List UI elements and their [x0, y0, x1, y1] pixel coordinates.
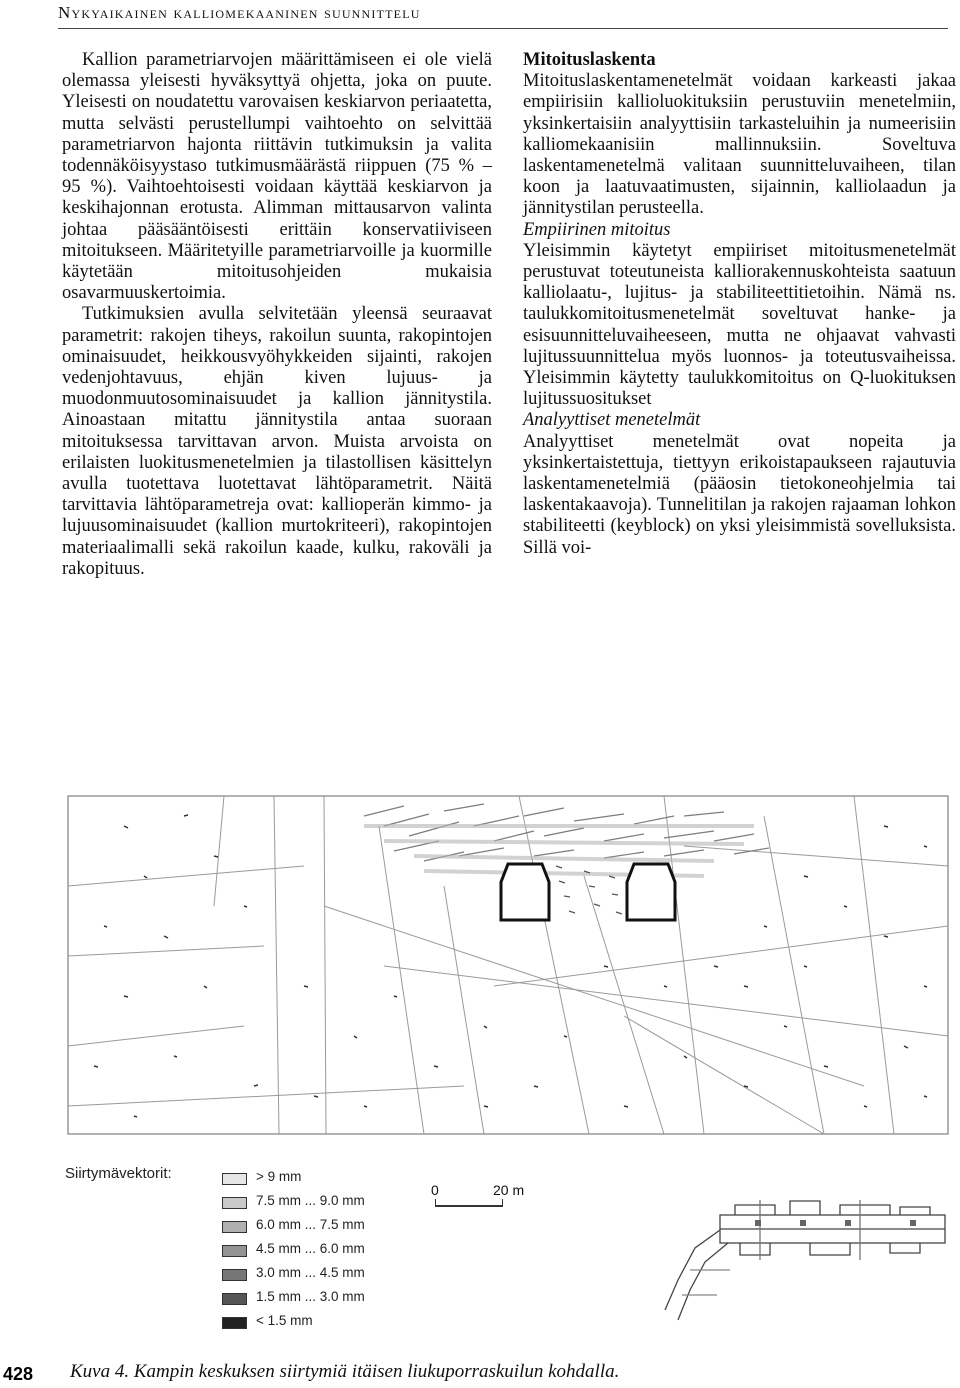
scale-start-label: 0 [431, 1182, 439, 1198]
legend-item [222, 1194, 402, 1216]
paragraph: Analyyttiset menetelmät ovat nopeita ja yksinkertaistettuja, tiettyyn erikoistapaukseen rajautuvia laskentamenetelmiä (pääosin tietokoneohjelmia tai laskentakaavoja). Tunnelitilan ja rakojen rajaaman lohkon stabiliteetti (keyblock) on yksi yleisimmistä sovelluksista. Sillä voi- [523, 431, 956, 558]
scale-tick [502, 1199, 503, 1207]
joint-lines [68, 796, 948, 1134]
scale-end-label: 20 m [493, 1182, 525, 1198]
left-column [62, 50, 492, 580]
paragraph: Yleisimmin käytetyt empiiriset mitoitusmenetelmät perustuvat toteutuneista kalliorakennuskohteista saatuun kalliolaatu-, lujitus- ja stabiliteettitietoihin. Nämä ns. taulukkomitoitusmenetelmät soveltuvat hanke- ja esisuunnitteluvaiheeseen, mutta ne ohjaavat vahvasti lujitussuunnittelua myös luonnos- ja toteutusvaiheissa. Yleisimmin käytetty taulukkomitoitus on Q-luokituksen lujitussuositukset [523, 240, 956, 410]
legend-item [222, 1314, 402, 1336]
displacement-figure [64, 786, 954, 1148]
cavern-left [501, 864, 549, 920]
paragraph: Tutkimuksien avulla selvitetään yleensä seuraavat parametrit: rakojen tiheys, rakoilun suunta, rakopintojen ominaisuudet, heikkousvyöhykkeiden sijainti, rakojen vedenjohtavuus, ehjän kiven lujuus- ja muodonmuutosominaisuudet ja kallion jännitystila. Ainoastaan mitattu jännitystila antaa suoraan mitoituksessa tarvittavan arvon. Muista arvoista on erilaisten luokitusmenetelmien ja tilastollisen käsittelyn avulla tuotettava luotettavat lähtöparametrit. Näitä tarvittavia lähtöparametreja ovat: kallioperän kimmo- ja lujuusominaisuudet (kallion murtokriteeri), rakopintojen materiaalimalli sekä rakoilun kaade, kulku, rakoväli ja rakopituus. [62, 304, 492, 579]
subsection-heading: Empiirinen mitoitus [523, 219, 671, 240]
displacement-plot [64, 786, 954, 1148]
legend-label: 1.5 mm ... 3.0 mm [256, 1289, 365, 1304]
legend-item [222, 1266, 402, 1288]
section-heading: Mitoituslaskenta [523, 50, 656, 70]
page-number: 428 [3, 1364, 34, 1384]
legend-item [222, 1170, 402, 1192]
running-header-title: Nykyaikainen kalliomekaaninen suunnittelu [58, 3, 421, 22]
legend [62, 1165, 462, 1328]
scale-line [435, 1205, 503, 1207]
legend-label: < 1.5 mm [256, 1313, 313, 1328]
legend-label: 6.0 mm ... 7.5 mm [256, 1217, 365, 1232]
legend-swatch [222, 1293, 247, 1305]
running-header [58, 2, 938, 24]
scale-bar [431, 1175, 555, 1225]
legend-label: 4.5 mm ... 6.0 mm [256, 1241, 365, 1256]
plan-incline-shaft [665, 1230, 728, 1320]
vector-cluster [364, 804, 769, 861]
legend-swatch [222, 1221, 247, 1233]
legend-item [222, 1290, 402, 1312]
plan-fill [755, 1220, 916, 1226]
legend-swatch [222, 1317, 247, 1329]
cavern-right [627, 864, 675, 920]
scale-tick [435, 1199, 436, 1207]
legend-label: 3.0 mm ... 4.5 mm [256, 1265, 365, 1280]
plan-drawing [660, 1170, 950, 1340]
paragraph: Kallion parametriarvojen määrittämiseen ei ole vielä olemassa yleisesti hyväksyttyä ohjetta, joka on puute. Yleisesti on noudatettu varovaisen keskiarvon periaatetta, mutta selvästi perustellumpi vaihtoehto on selvittää parametriarvon hajonta riittävin tutkimuksin ja valita todennäköisyystaso tutkimusmäärästä riippuen (75 % – 95 %). Vaihtoehtoisesti voidaan käyttää keskiarvon ja keskihajonnan erotusta. Alimman mittausarvon valinta johtaa pääsääntöisesti erittäin konservatiiviseen mitoitukseen. Määritetyille parametriarvoille ja kuormille käytetään mitoitusohjeiden mukaisia osavarmuuskertoimia. [62, 50, 492, 304]
scattered-vectors [94, 815, 927, 1117]
plan-svg [660, 1170, 950, 1340]
right-column [523, 50, 956, 559]
legend-label: 7.5 mm ... 9.0 mm [256, 1193, 365, 1208]
subsection-heading: Analyyttiset menetelmät [523, 410, 701, 431]
model-boundary [68, 796, 948, 1134]
header-rule [58, 28, 948, 29]
paragraph: Mitoituslaskentamenetelmät voidaan karkeasti jakaa empiirisiin kallioluokituksiin perustuviin menetelmiin, yksinkertaisiin analyyttisiin tarkasteluihin ja numeerisiin kalliomekaanisiin mallinnuksiin. Soveltuva laskentamenetelmä valitaan suunnitteluvaiheen, tilan koon ja laatuvaatimusten, sijainnin, kalliolaadun ja jännitystilan perusteella. [523, 71, 956, 219]
figure-caption: Kuva 4. Kampin keskuksen siirtymiä itäisen liukuporraskuilun kohdalla. [70, 1361, 620, 1382]
legend-title: Siirtymävektorit: [65, 1165, 172, 1182]
legend-swatch [222, 1197, 247, 1209]
legend-swatch [222, 1269, 247, 1281]
legend-item [222, 1242, 402, 1264]
legend-label: > 9 mm [256, 1169, 302, 1184]
legend-swatch [222, 1173, 247, 1185]
legend-item [222, 1218, 402, 1240]
legend-swatch [222, 1245, 247, 1257]
